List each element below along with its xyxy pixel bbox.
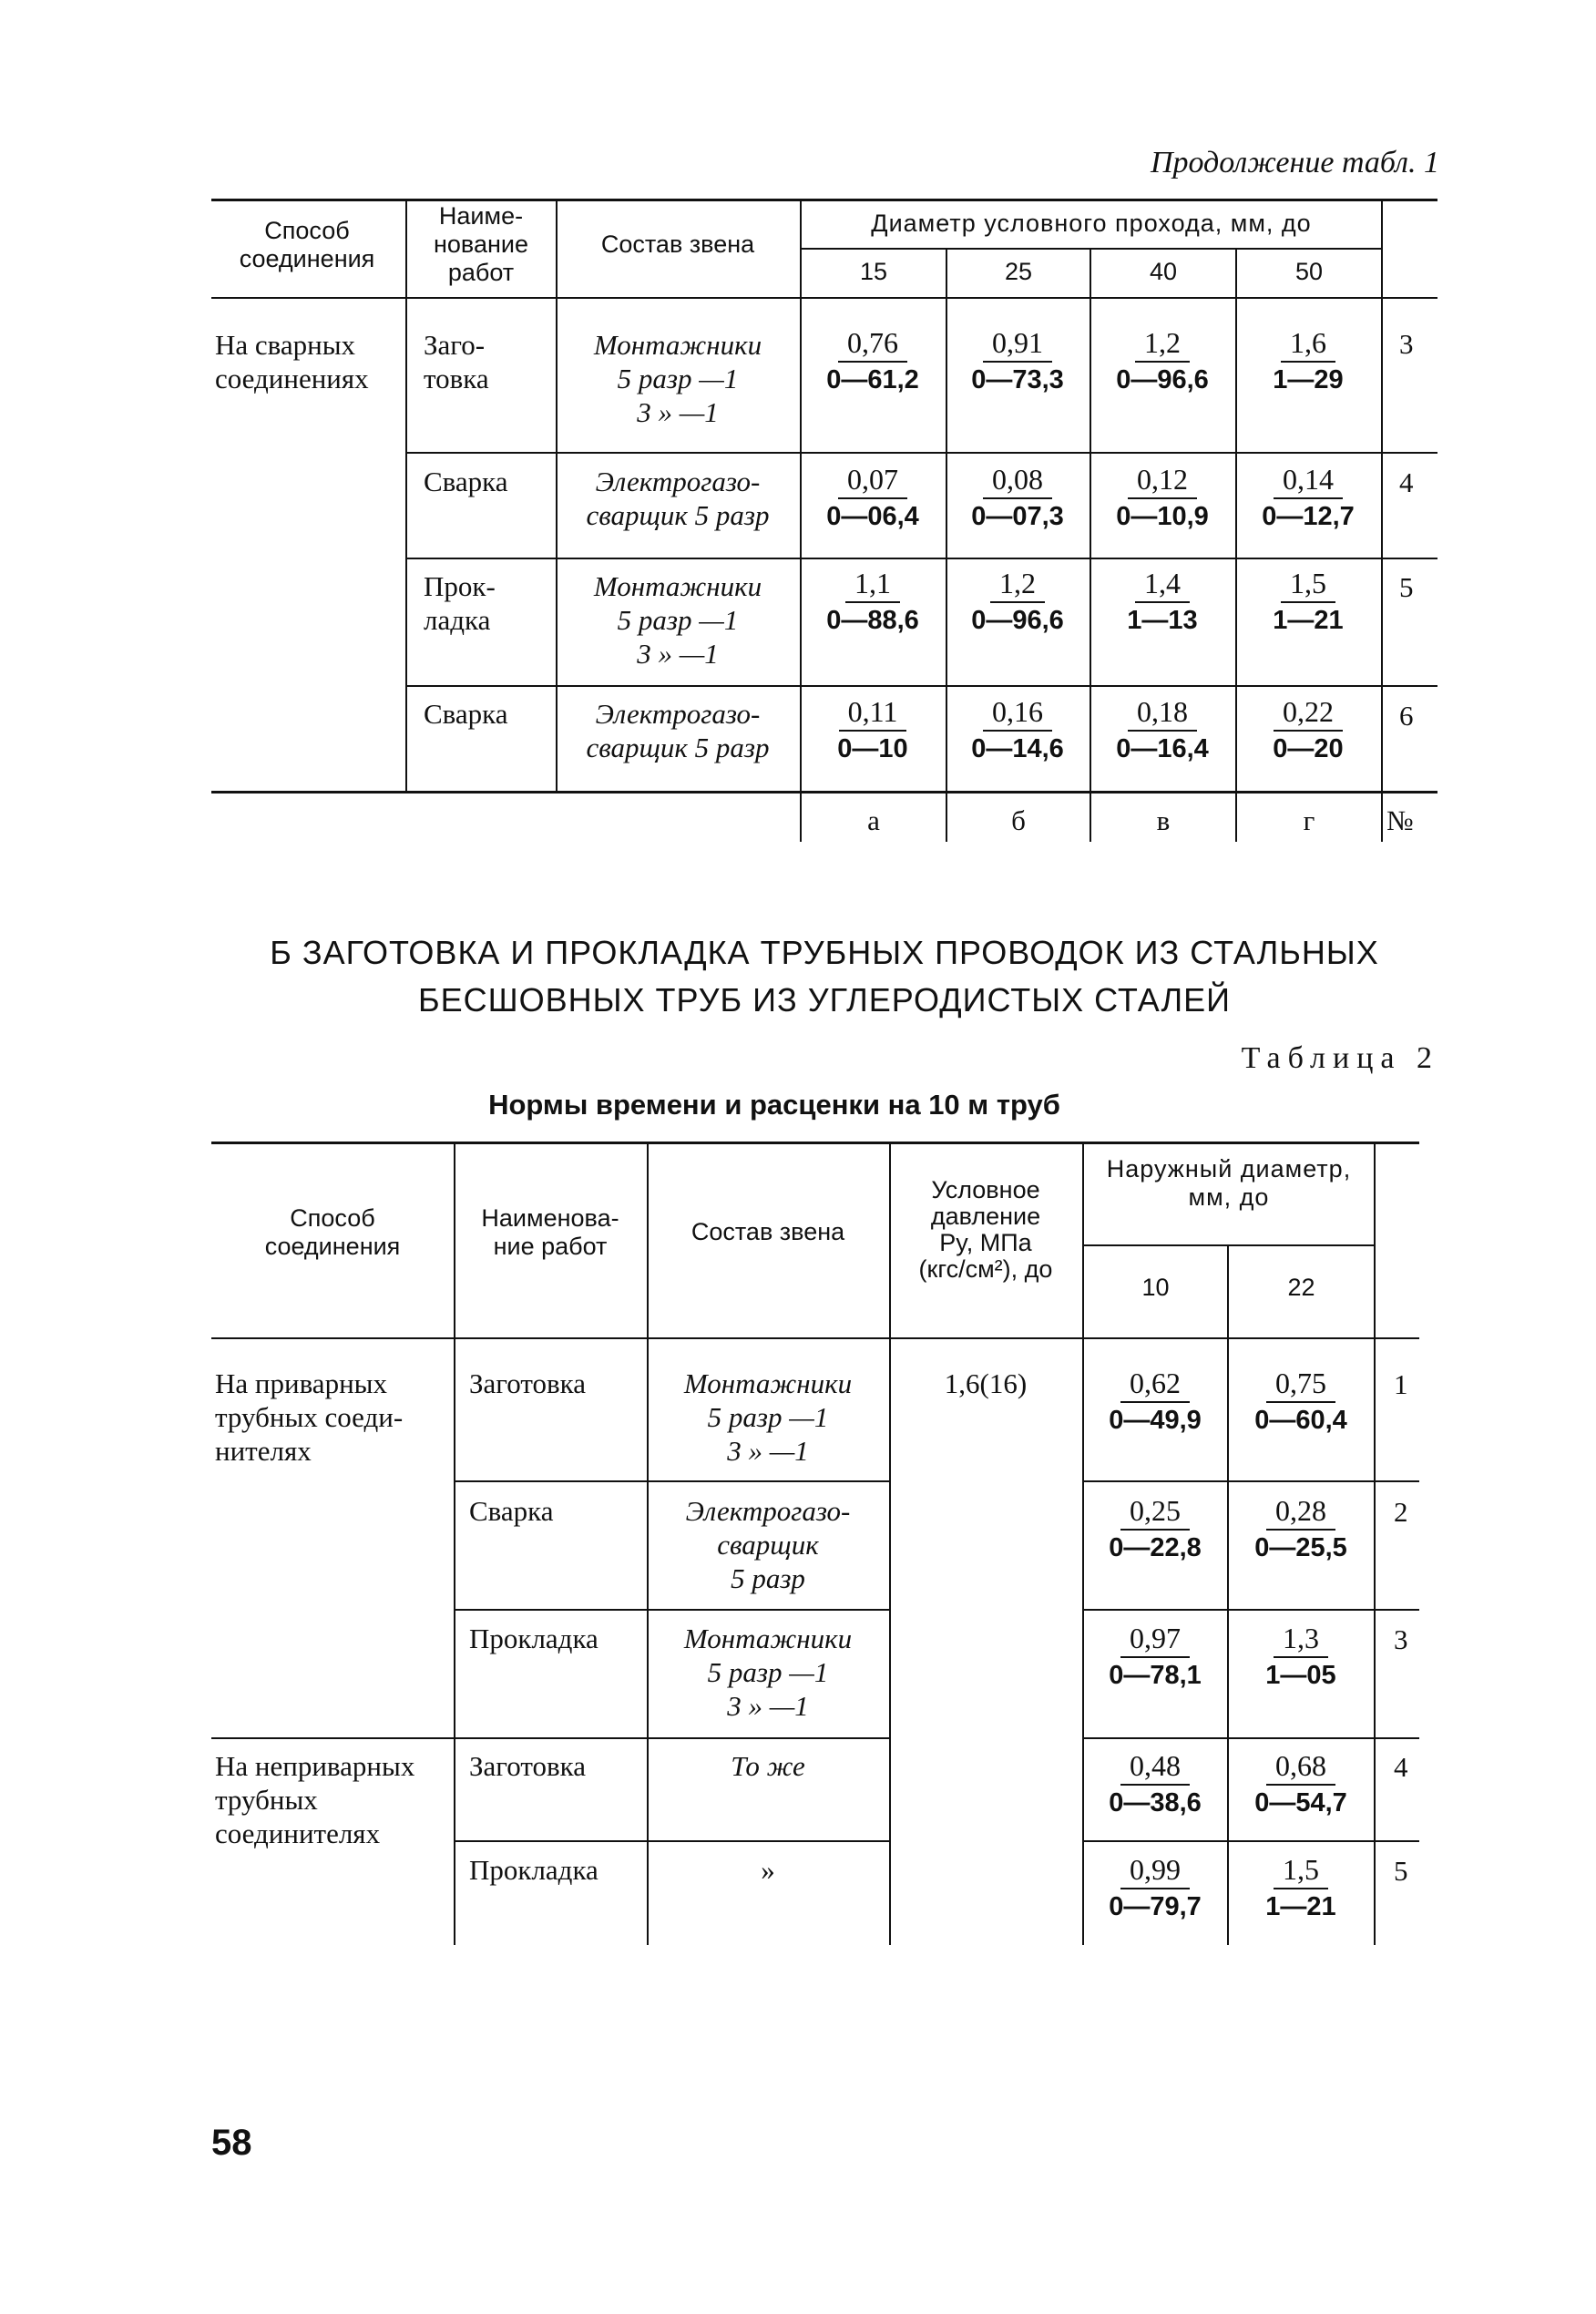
table1-row-number: 4 — [1399, 466, 1414, 498]
table1-rate-cell: $\frac{0,16}{0—14,6}$ — [971, 695, 1064, 763]
table2-work-cell: Прокладка — [469, 1623, 598, 1654]
page-number: 58 — [211, 2123, 252, 2163]
table2-col-rule — [1227, 1244, 1229, 1945]
table1-row-number: 6 — [1399, 700, 1414, 732]
table2-row-rule — [455, 1480, 891, 1482]
table1-header-diameter: 15 — [859, 258, 888, 285]
table1-header-bottom-rule — [211, 297, 1437, 299]
table1-rate-cell: $\frac{1,5}{1—21}$ — [1273, 567, 1344, 635]
table1-footer-label: г — [1303, 804, 1315, 836]
table2-header-work: Наименова- ние работ — [481, 1204, 619, 1260]
table1-footer-label: б — [1011, 804, 1026, 836]
section-title: Б ЗАГОТОВКА И ПРОКЛАДКА ТРУБНЫХ ПРОВОДОК ИЗ СТАЛЬНЫХ БЕСШОВНЫХ ТРУБ ИЗ УГЛЕРОДИСТЫХ СТАЛЕЙ — [270, 934, 1379, 1019]
table2-rate-cell: $\frac{1,5}{1—21}$ — [1265, 1853, 1336, 1921]
table2-header-bottom-rule — [211, 1337, 1419, 1339]
table2-row-rule — [1082, 1609, 1419, 1611]
table2-crew-cell: Электрогазо- сварщик 5 разр — [685, 1495, 851, 1594]
table2-rate-cell: $\frac{0,97}{0—78,1}$ — [1109, 1622, 1202, 1690]
table1-rate-cell: $\frac{0,12}{0—10,9}$ — [1116, 463, 1209, 531]
table1-footer-label: в — [1156, 804, 1171, 836]
table1-row-number: 3 — [1399, 328, 1414, 360]
table1-rate-cell: $\frac{0,11}{0—10}$ — [837, 695, 908, 763]
table2-row-rule — [1082, 1840, 1419, 1842]
table1-rate-cell: $\frac{0,18}{0—16,4}$ — [1116, 695, 1209, 763]
table2-row-number: 4 — [1394, 1751, 1408, 1783]
table2-pressure-value: 1,6(16) — [944, 1367, 1028, 1399]
table2-col-rule — [1374, 1142, 1376, 1945]
table1-work-cell: Сварка — [424, 698, 508, 730]
table2-rate-cell: $\frac{0,99}{0—79,7}$ — [1109, 1853, 1202, 1921]
table2-header-pressure: Условное давление Py, МПа (кгс/см²), до — [918, 1176, 1053, 1283]
table1-work-cell: Сварка — [424, 466, 508, 497]
table1-rate-cell: $\frac{0,91}{0—73,3}$ — [971, 326, 1064, 394]
table2-rate-cell: $\frac{1,3}{1—05}$ — [1265, 1622, 1336, 1690]
table1-rate-cell: $\frac{0,08}{0—07,3}$ — [971, 463, 1064, 531]
table2-work-cell: Прокладка — [469, 1854, 598, 1886]
table1-rate-cell: $\frac{0,22}{0—20}$ — [1273, 695, 1344, 763]
table2-header-diameter: 10 — [1141, 1274, 1170, 1301]
table2-row-rule — [211, 1737, 891, 1739]
table2-crew-cell: То же — [731, 1750, 805, 1782]
table1-crew-cell: Электрогазо- сварщик 5 разр — [586, 698, 770, 763]
table1-row-rule — [405, 452, 1437, 454]
table1-method-cell: На сварных соединениях — [215, 329, 369, 394]
table1-rate-cell: $\frac{0,76}{0—61,2}$ — [826, 326, 919, 394]
table2-method-cell: На неприварных трубных соединителях — [215, 1750, 415, 1849]
table2-rate-cell: $\frac{0,62}{0—49,9}$ — [1109, 1367, 1202, 1435]
table2-top-rule — [211, 1142, 1419, 1144]
table2-row-number: 2 — [1394, 1496, 1408, 1528]
table2-work-cell: Заготовка — [469, 1750, 586, 1782]
table1-work-cell: Заго- товка — [424, 329, 489, 394]
table2-header-crew: Состав звена — [691, 1218, 845, 1245]
table1-header-diameter: 50 — [1294, 258, 1324, 285]
table1-col-rule — [946, 248, 947, 842]
table2-row-rule — [1082, 1480, 1419, 1482]
table2-row-number: 5 — [1394, 1855, 1408, 1887]
table1-footer-number-sign: № — [1386, 804, 1414, 836]
table1-col-rule — [405, 199, 407, 791]
table2-col-rule — [454, 1142, 455, 1945]
table2-work-cell: Сварка — [469, 1495, 554, 1527]
table2-header-outer-diameter: Наружный диаметр, мм, до — [1106, 1155, 1352, 1211]
table2-col-rule — [1082, 1142, 1084, 1945]
table1-col-rule — [1090, 248, 1091, 842]
table2-crew-cell: » — [761, 1854, 775, 1886]
table2-row-rule — [455, 1840, 891, 1842]
table1-header-crew: Состав звена — [600, 230, 755, 258]
table1-crew-cell: Электрогазо- сварщик 5 разр — [586, 466, 770, 531]
table1-rate-cell: $\frac{1,4}{1—13}$ — [1127, 567, 1198, 635]
table1-top-rule — [211, 199, 1437, 201]
table2-rate-cell: $\frac{0,25}{0—22,8}$ — [1109, 1494, 1202, 1562]
table1-footer-label: а — [867, 804, 880, 836]
table1-row-number: 5 — [1399, 571, 1414, 603]
table1-rate-cell: $\frac{1,2}{0—96,6}$ — [1116, 326, 1209, 394]
table2-row-number: 1 — [1394, 1368, 1408, 1400]
table2-label: Таблица 2 — [1241, 1041, 1439, 1075]
table2-crew-cell: Монтажники 5 разр —1 3 » —1 — [683, 1367, 853, 1467]
table1-crew-cell: Монтажники 5 разр —1 3 » —1 — [593, 570, 762, 670]
table1-work-cell: Прок- ладка — [424, 570, 496, 636]
table1-header-diameter: 40 — [1149, 258, 1178, 285]
table2-rate-cell: $\frac{0,75}{0—60,4}$ — [1254, 1367, 1347, 1435]
table2-row-number: 3 — [1394, 1623, 1408, 1655]
table1-row-rule — [405, 558, 1437, 559]
table2-row-rule — [1082, 1737, 1419, 1739]
table1-bottom-rule — [211, 791, 1437, 794]
table2-rate-cell: $\frac{0,68}{0—54,7}$ — [1254, 1749, 1347, 1817]
table1-rate-cell: $\frac{0,14}{0—12,7}$ — [1262, 463, 1355, 531]
table2-rate-cell: $\frac{0,48}{0—38,6}$ — [1109, 1749, 1202, 1817]
table1-rate-cell: $\frac{1,1}{0—88,6}$ — [826, 567, 919, 635]
table1-header-work: Наиме- нование работ — [434, 202, 528, 286]
table1-header-diameter-group: Диаметр условного прохода, мм, до — [871, 210, 1312, 237]
table2-method-cell: На приварных трубных соеди- нителях — [215, 1367, 404, 1467]
table1-rate-cell: $\frac{1,2}{0—96,6}$ — [971, 567, 1064, 635]
table1-rate-cell: $\frac{1,6}{1—29}$ — [1273, 326, 1344, 394]
table-continuation-note: Продолжение табл. 1 — [1150, 146, 1439, 179]
table2-crew-cell: Монтажники 5 разр —1 3 » —1 — [683, 1623, 853, 1722]
table2-caption: Нормы времени и расценки на 10 м труб — [488, 1089, 1060, 1121]
table1-crew-cell: Монтажники 5 разр —1 3 » —1 — [593, 329, 762, 428]
table2-rate-cell: $\frac{0,28}{0—25,5}$ — [1254, 1494, 1347, 1562]
table1-col-rule — [1381, 199, 1383, 842]
table2-work-cell: Заготовка — [469, 1367, 586, 1399]
table1-col-rule — [1235, 248, 1237, 842]
table1-col-rule — [800, 199, 802, 842]
table1-row-rule — [405, 685, 1437, 687]
table2-row-rule — [455, 1609, 891, 1611]
table1-header-method: Способ соединения — [239, 217, 375, 272]
table1-header-diameter: 25 — [1004, 258, 1033, 285]
table2-header-diameter: 22 — [1287, 1274, 1315, 1301]
table1-rate-cell: $\frac{0,07}{0—06,4}$ — [826, 463, 919, 531]
table2-header-method: Способ соединения — [264, 1204, 401, 1260]
